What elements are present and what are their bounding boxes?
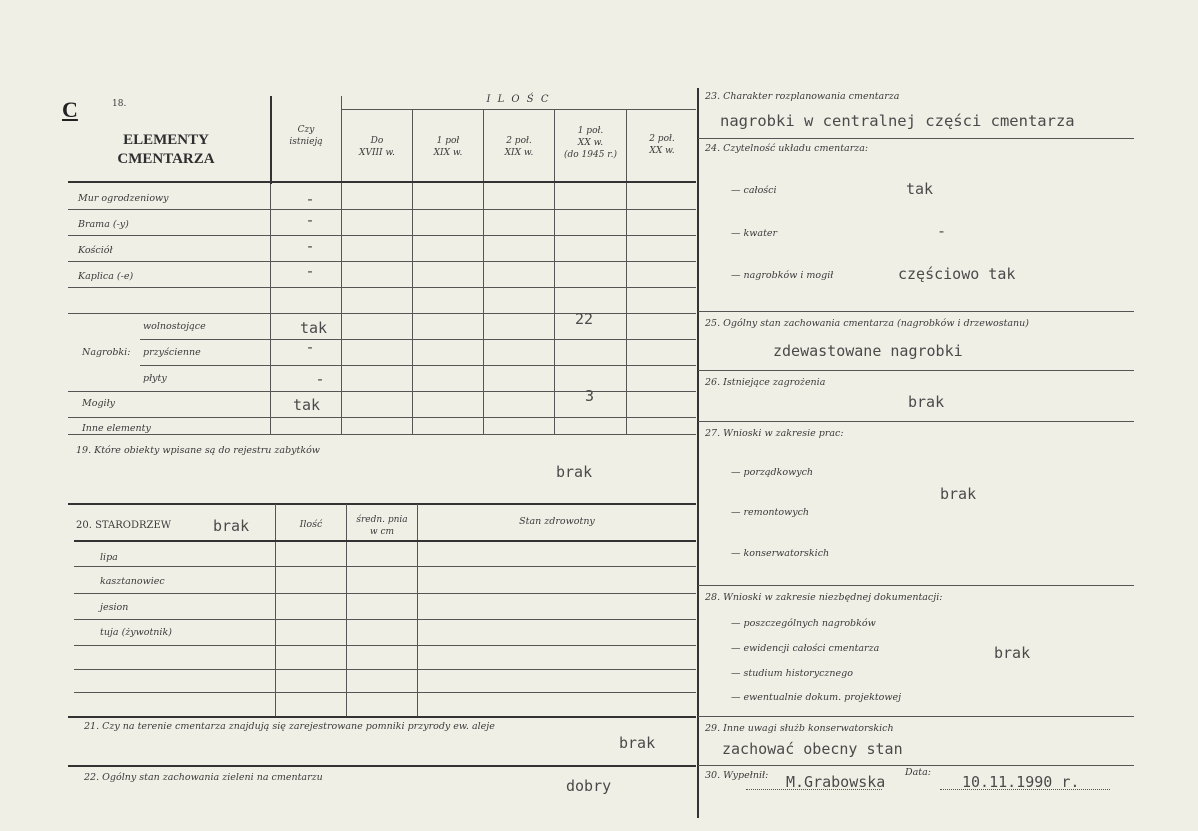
s27-item-1: — porządkowych	[731, 467, 814, 478]
header-col-1: Do XVIII w.	[359, 136, 395, 158]
s20-col-trunk: średn. pnia w cm	[356, 515, 408, 537]
elements-title: ELEMENTY CMENTARZA	[117, 132, 215, 167]
s27-item-3: — konserwatorskich	[731, 548, 830, 559]
s20-col-health: Stan zdrowotny	[519, 516, 595, 527]
exists-church: -	[305, 237, 315, 255]
s25-value: zdewastowane nagrobki	[773, 342, 963, 360]
tree-row-1: lipa	[100, 552, 118, 563]
s23-value: nagrobki w centralnej części cmentarza	[720, 112, 1075, 130]
s19-value: brak	[556, 463, 593, 481]
header-col-3: 2 poł. XIX w.	[504, 136, 534, 158]
s27-item-2: — remontowych	[731, 507, 810, 518]
s24-item-quarters: — kwater	[731, 228, 778, 239]
exists-chapel: -	[305, 262, 315, 280]
row-label-other: Inne elementy	[82, 423, 151, 434]
s27-value: brak	[940, 485, 977, 503]
s24-item-whole: — całości	[731, 185, 777, 196]
s27-label: 27. Wnioski w zakresie prac:	[705, 428, 844, 439]
s24-label: 24. Czytelność układu cmentarza:	[705, 143, 869, 154]
s29-value: zachować obecny stan	[722, 740, 903, 758]
qty-graves-20c: 3	[585, 387, 595, 405]
row-label-graves: Mogiły	[82, 398, 116, 409]
row-label-wall-mounted: przyścienne	[143, 347, 201, 358]
s26-value: brak	[908, 393, 945, 411]
exists-wall: -	[305, 190, 315, 208]
s19-label: 19. Które obiekty wpisane są do rejestru zabytków	[76, 445, 320, 456]
s24-value-whole: tak	[906, 180, 934, 198]
s22-label: 22. Ogólny stan zachowania zieleni na cmentarzu	[84, 772, 323, 783]
header-exists: Czy istnieją	[289, 125, 323, 147]
s21-label: 21. Czy na terenie cmentarza znajdują się zarejestrowane pomniki przyrody ew. aleje	[84, 721, 495, 732]
exists-wall-mounted: -	[305, 338, 315, 356]
s28-label: 28. Wnioski w zakresie niezbędnej dokumentacji:	[705, 592, 943, 603]
s22-value: dobry	[566, 777, 612, 795]
header-col-4: 1 poł. XX w. (do 1945 r.)	[563, 126, 617, 160]
corner-mark: C	[62, 97, 78, 122]
header-ilosc: I L O Ś C	[486, 94, 551, 105]
tree-row-4: tuja (żywotnik)	[100, 627, 172, 638]
row-label-wall: Mur ogrodzeniowy	[78, 193, 169, 204]
s24-value-quarters: -	[937, 222, 947, 240]
row-label-chapel: Kaplica (-e)	[78, 271, 134, 282]
row-label-church: Kościół	[78, 245, 113, 256]
s28-item-4: — ewentualnie dokum. projektowej	[731, 692, 902, 703]
exists-gate: -	[305, 211, 315, 229]
s24-value-graves: częściowo tak	[898, 265, 1016, 283]
tree-row-3: jesion	[100, 602, 129, 613]
s28-item-1: — poszczególnych nagrobków	[731, 618, 876, 629]
s20-label: 20. STARODRZEW	[76, 520, 172, 531]
exists-graves: tak	[293, 396, 321, 414]
s30-filled-by: M.Grabowska	[786, 773, 886, 791]
row-label-slabs: płyty	[143, 373, 167, 384]
qty-freestanding-20c: 22	[575, 310, 594, 328]
tree-row-2: kasztanowiec	[100, 576, 165, 587]
s26-label: 26. Istniejące zagrożenia	[705, 377, 826, 388]
s20-col-qty: Ilość	[299, 519, 323, 530]
header-col-2: 1 poł XIX w.	[433, 136, 463, 158]
s30-date-label: Data:	[905, 767, 931, 778]
row-label-gate: Brama (-y)	[78, 219, 129, 230]
s20-value: brak	[213, 517, 250, 535]
s25-label: 25. Ogólny stan zachowania cmentarza (nagrobków i drzewostanu)	[705, 318, 1029, 329]
header-col-5: 2 poł. XX w.	[649, 134, 675, 156]
s28-item-2: — ewidencji całości cmentarza	[731, 643, 880, 654]
s28-item-3: — studium historycznego	[731, 668, 853, 679]
s24-item-graves: — nagrobków i mogił	[731, 270, 834, 281]
s23-label: 23. Charakter rozplanowania cmentarza	[705, 91, 900, 102]
row-label-freestanding: wolnostojące	[143, 321, 206, 332]
s21-value: brak	[619, 734, 656, 752]
s30-label: 30. Wypełnił:	[705, 770, 769, 781]
s30-date: 10.11.1990 r.	[962, 773, 1080, 791]
s29-label: 29. Inne uwagi służb konserwatorskich	[705, 723, 894, 734]
section-18-number: 18.	[112, 99, 127, 109]
exists-slabs: -	[315, 370, 325, 388]
s28-value: brak	[994, 644, 1031, 662]
exists-freestanding: tak	[300, 319, 328, 337]
row-label-nagrobki: Nagrobki:	[82, 347, 131, 358]
